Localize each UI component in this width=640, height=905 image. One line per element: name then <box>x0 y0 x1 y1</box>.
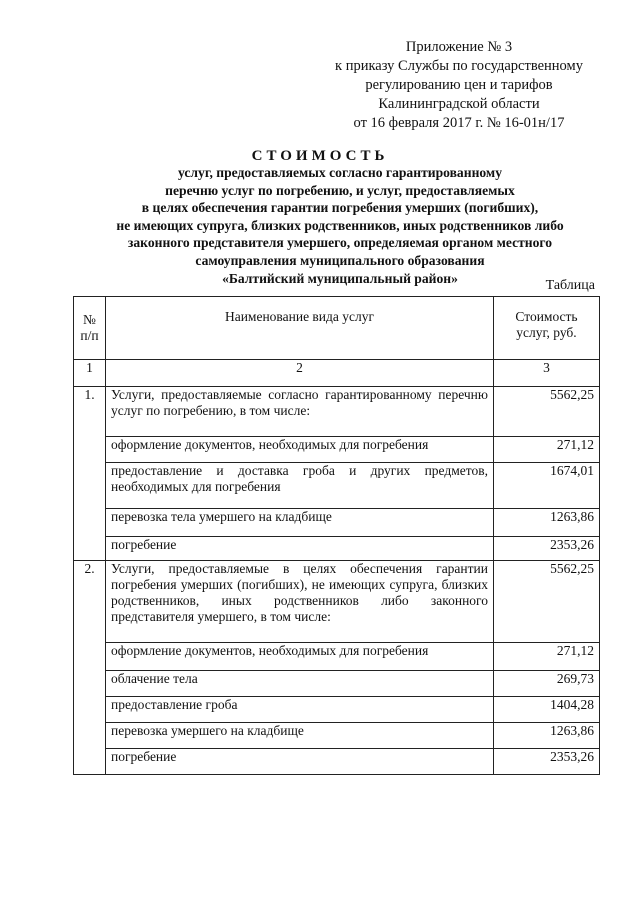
table-row <box>74 387 600 437</box>
service-cost: 1263,86 <box>494 723 600 749</box>
service-name: оформление документов, необходимых для погребения <box>106 643 494 671</box>
index-cell: 3 <box>494 360 600 387</box>
index-cell: 1 <box>74 360 106 387</box>
subtitle-line: законного представителя умершего, определяемая органом местного <box>127 235 553 251</box>
service-cost: 2353,26 <box>494 537 600 561</box>
cost-table <box>73 296 600 775</box>
table-index-row <box>74 360 600 387</box>
table-row <box>74 537 600 561</box>
appendix-line-5: от 16 февраля 2017 г. № 16-01н/17 <box>353 115 565 131</box>
service-cost: 271,12 <box>494 643 600 671</box>
service-name: погребение <box>106 537 494 561</box>
appendix-line-4: Калининградской области <box>378 96 540 112</box>
subtitle-line: самоуправления муниципального образования <box>195 252 485 268</box>
table-row <box>74 509 600 537</box>
service-cost: 5562,25 <box>494 561 600 643</box>
table-row <box>74 561 600 643</box>
subtitle-line: «Балтийский муниципальный район» <box>222 270 458 286</box>
service-cost: 271,12 <box>494 437 600 463</box>
service-cost: 1674,01 <box>494 463 600 509</box>
service-cost: 269,73 <box>494 671 600 697</box>
row-number <box>74 749 106 775</box>
table-row <box>74 723 600 749</box>
appendix-line-1: Приложение № 3 <box>405 39 513 55</box>
service-cost: 1263,86 <box>494 509 600 537</box>
header-num: № п/п <box>74 297 106 360</box>
row-number: 2. <box>74 561 106 643</box>
table-row <box>74 749 600 775</box>
subtitle-line: перечню услуг по погребению, и услуг, предоставляемых <box>165 182 515 198</box>
service-name: облачение тела <box>106 671 494 697</box>
header-name: Наименование вида услуг <box>106 297 494 360</box>
document-title: СТОИМОСТЬ <box>251 148 389 164</box>
row-number: 1. <box>74 387 106 437</box>
header-cost: Стоимость услуг, руб. <box>494 297 600 360</box>
service-name: Услуги, предоставляемые в целях обеспечения гарантии погребения умерших (погибших), не имеющих супруга, близких родственников, иных родственников либо законного представителя умершего, в том числе: <box>106 561 494 643</box>
table-row <box>74 437 600 463</box>
row-number <box>74 537 106 561</box>
row-number <box>74 509 106 537</box>
service-cost: 5562,25 <box>494 387 600 437</box>
table-label: Таблица <box>545 278 595 293</box>
service-name: перевозка умершего на кладбище <box>106 723 494 749</box>
service-name: перевозка тела умершего на кладбище <box>106 509 494 537</box>
service-name: предоставление и доставка гроба и других предметов, необходимых для погребения <box>106 463 494 509</box>
index-cell: 2 <box>106 360 494 387</box>
table-row <box>74 643 600 671</box>
service-name: оформление документов, необходимых для погребения <box>106 437 494 463</box>
appendix-line-2: к приказу Службы по государственному <box>335 58 583 74</box>
appendix-block <box>318 38 600 133</box>
table-row <box>74 697 600 723</box>
row-number <box>74 463 106 509</box>
table-header-row <box>74 297 600 360</box>
table-row <box>74 671 600 697</box>
service-name: предоставление гроба <box>106 697 494 723</box>
appendix-line-3: регулированию цен и тарифов <box>365 77 553 93</box>
row-number <box>74 697 106 723</box>
service-name: Услуги, предоставляемые согласно гарантированному перечню услуг по погребению, в том числе: <box>106 387 494 437</box>
document-subtitle <box>40 164 640 287</box>
subtitle-line: в целях обеспечения гарантии погребения умерших (погибших), <box>141 200 539 216</box>
row-number <box>74 723 106 749</box>
row-number <box>74 671 106 697</box>
service-cost: 2353,26 <box>494 749 600 775</box>
row-number <box>74 643 106 671</box>
row-number <box>74 437 106 463</box>
table-row <box>74 463 600 509</box>
service-name: погребение <box>106 749 494 775</box>
subtitle-line: услуг, предоставляемых согласно гарантированному <box>178 165 502 180</box>
service-cost: 1404,28 <box>494 697 600 723</box>
subtitle-line: не имеющих супруга, близких родственников, иных родственников либо <box>116 217 564 233</box>
